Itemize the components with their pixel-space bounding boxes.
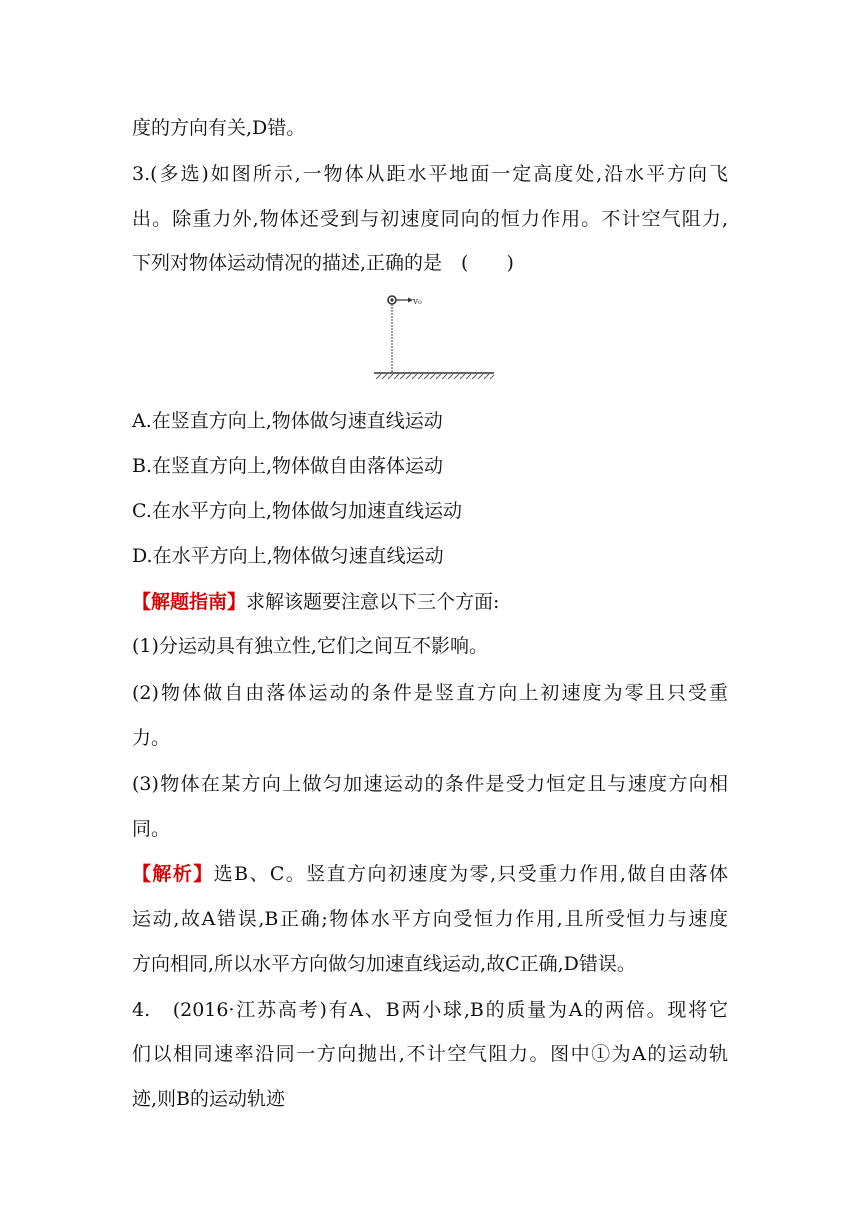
analysis-text: 选B、C。竖直方向初速度为零,只受重力作用,做自由落体 [213,863,728,885]
guide-point-2-cont: 力。 [132,727,171,749]
option-d: D.在水平方向上,物体做匀速直线运动 [132,545,444,567]
option-b: B.在竖直方向上,物体做自由落体运动 [132,455,444,477]
analysis-label: 【解析】 [132,863,214,885]
guide-point-3: (3)物体在某方向上做匀加速运动的条件是受力恒定且与速度方向相 [132,773,728,795]
option-c: C.在水平方向上,物体做匀加速直线运动 [132,500,462,522]
analysis-line: 运动,故A错误,B正确;物体水平方向受恒力作用,且所受恒力与速度 [132,908,728,930]
question-3-line: 出。除重力外,物体还受到与初速度同向的恒力作用。不计空气阻力, [132,208,728,230]
ground-hatching [376,374,494,379]
guide-label: 【解题指南】 [132,591,247,613]
projectile-figure [368,290,498,382]
text-line: 度的方向有关,D错。 [132,117,306,139]
question-4-line: 4. (2016·江苏高考)有A、B两小球,B的质量为A的两倍。现将它 [132,999,728,1021]
guide-text: 求解该题要注意以下三个方面: [246,591,500,613]
analysis-line [132,861,728,887]
analysis-line: 方向相同,所以水平方向做匀加速直线运动,故C正确,D错误。 [132,953,636,975]
question-4-line: 迹,则B的运动轨迹 [132,1088,286,1110]
question-4-line: 们以相同速率沿同一方向抛出,不计空气阻力。图中①为A的运动轨 [132,1043,728,1065]
guide-point-2: (2)物体做自由落体运动的条件是竖直方向上初速度为零且只受重 [132,682,728,704]
option-a: A.在竖直方向上,物体做匀速直线运动 [132,410,443,432]
question-3-line: 下列对物体运动情况的描述,正确的是 ( ) [132,252,514,274]
velocity-label: v₀ [413,297,422,307]
guide-line [132,589,499,615]
guide-point-3-cont: 同。 [132,818,171,840]
guide-point-1: (1)分运动具有独立性,它们之间互不影响。 [132,635,488,657]
question-3-line: 3.(多选)如图所示,一物体从距水平地面一定高度处,沿水平方向飞 [132,163,728,185]
